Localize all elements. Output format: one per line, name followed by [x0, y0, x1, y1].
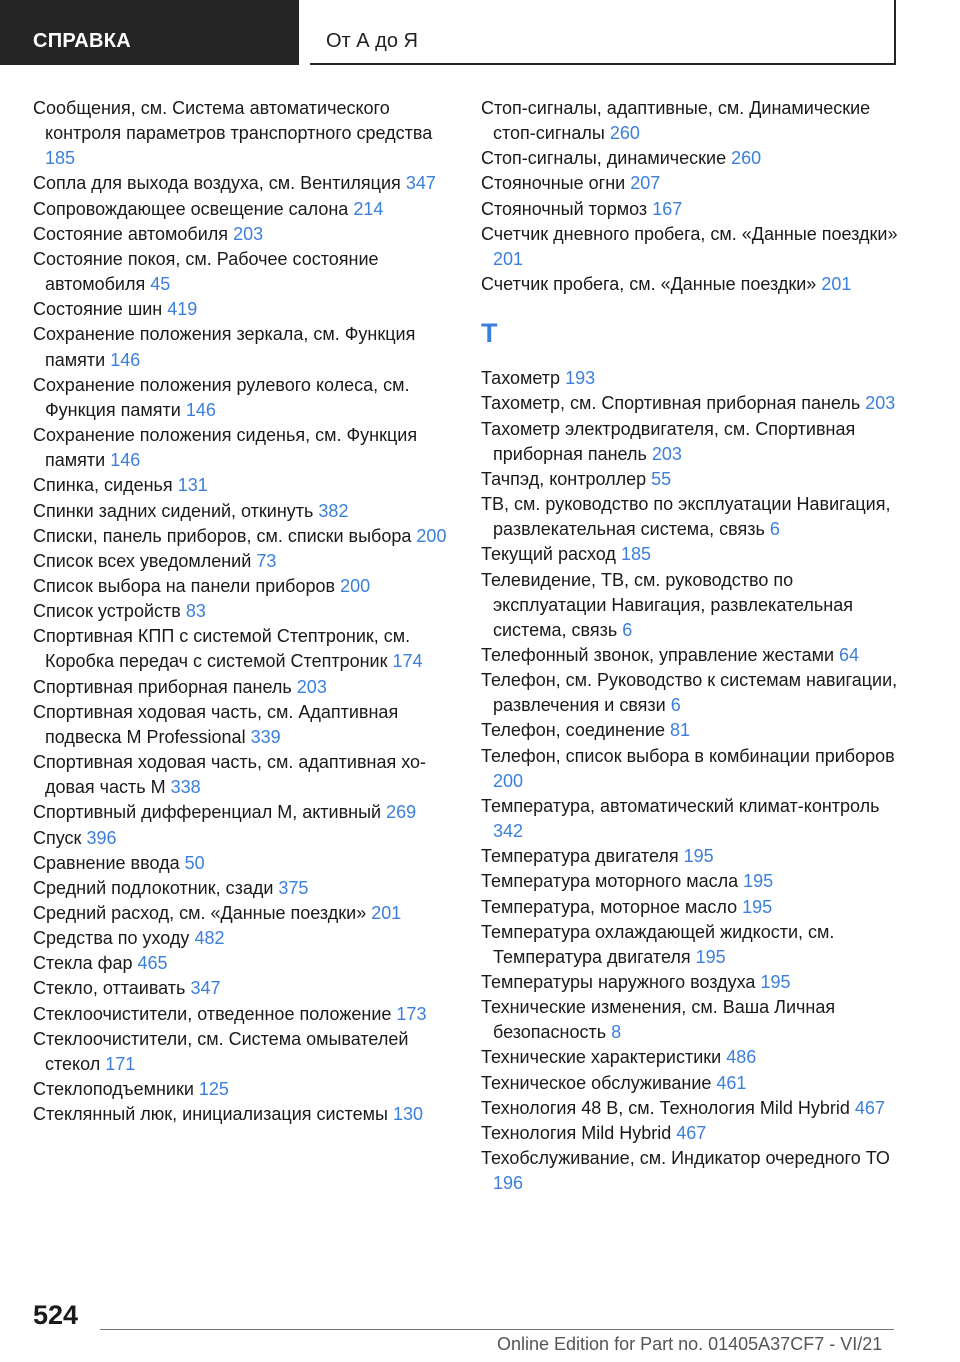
- index-entry-text: Спортивная ходовая часть, см. Адаптивная подвеска M Professional: [33, 701, 399, 747]
- page-header: [0, 0, 960, 65]
- index-entry: [33, 951, 463, 976]
- section-tab[interactable]: [0, 0, 299, 65]
- page-link[interactable]: 146: [185, 399, 216, 420]
- page-link[interactable]: 195: [743, 871, 774, 892]
- index-entry-text: Сравнение ввода: [33, 852, 180, 873]
- page-number: 524: [33, 1300, 79, 1330]
- index-entry-text: Стеклоочистители, отведенное положение: [33, 1003, 392, 1024]
- index-entry: [481, 668, 901, 718]
- index-entry: [481, 96, 901, 146]
- page-link[interactable]: 375: [278, 877, 309, 898]
- index-entry: [33, 800, 463, 825]
- index-entry: [33, 96, 463, 171]
- index-entry: [481, 222, 901, 272]
- index-entry: [481, 1121, 901, 1146]
- page-link[interactable]: 146: [110, 349, 141, 370]
- index-entry: [33, 624, 463, 674]
- section-tab-label: СПРАВКА: [33, 30, 132, 52]
- index-entry-text: Стеклоочистители, см. Система омывателей стекол: [33, 1028, 409, 1074]
- index-entry-text: Стояночный тормоз: [481, 198, 648, 219]
- page-link[interactable]: 201: [821, 274, 852, 295]
- page-link[interactable]: 396: [86, 827, 117, 848]
- index-entry-text: Состояние шин: [33, 299, 163, 320]
- index-entry-text: Сообщения, см. Система автоматического контроля параметров транспортного средства: [33, 98, 433, 144]
- index-entry-text: Температура, моторное масло: [481, 896, 738, 917]
- page-link[interactable]: 45: [150, 274, 171, 295]
- index-entry: [481, 844, 901, 869]
- page-link[interactable]: 195: [760, 972, 791, 992]
- index-entry: [33, 549, 463, 574]
- page-link[interactable]: 486: [726, 1047, 757, 1068]
- index-entry-text: Список выбора на панели приборов: [33, 575, 336, 596]
- page-link[interactable]: 195: [695, 946, 726, 967]
- index-entry: [33, 599, 463, 624]
- index-entry-text: Сопла для выхода воздуха, см. Вентиляция: [33, 173, 401, 194]
- index-entry: [33, 197, 463, 222]
- index-entry: [33, 1027, 463, 1077]
- index-entry-text: Спортивная КПП с системой Стептроник, см. Коробка передач с системой Стептроник: [33, 626, 411, 672]
- page-link[interactable]: 339: [250, 726, 281, 747]
- index-entry-text: Стекла фар: [33, 953, 133, 974]
- index-entry-text: Технические характеристики: [481, 1047, 722, 1068]
- index-entry: [33, 901, 463, 926]
- index-entry-text: Температура моторного масла: [481, 871, 739, 892]
- index-entry: [481, 146, 901, 171]
- page-link[interactable]: 207: [630, 173, 661, 194]
- index-entry: [481, 366, 901, 391]
- index-entry: [33, 926, 463, 951]
- index-entry: [481, 568, 901, 643]
- index-entry: [481, 920, 901, 970]
- page-link[interactable]: 185: [45, 148, 76, 169]
- index-entry-text: Спортивная ходовая часть, см. адаптивная ходовая часть M: [33, 752, 427, 798]
- page-link[interactable]: 342: [493, 821, 524, 842]
- index-entry: [481, 794, 901, 844]
- page-link[interactable]: 73: [256, 550, 277, 571]
- index-entry-text: Температура охлаждающей жидкости, см. Температура двигателя: [481, 921, 835, 967]
- index-entry: [481, 643, 901, 668]
- index-entry: [481, 171, 901, 196]
- edition-note: Online Edition for Part no. 01405A37CF7 - VI/21: [497, 1334, 883, 1354]
- index-entry: [481, 467, 901, 492]
- index-entry: [33, 826, 463, 851]
- index-entry-text: Телефон, см. Руководство к системам навигации, развлечения и связи: [481, 670, 898, 716]
- index-entry: [481, 542, 901, 567]
- index-entry-text: Спортивная приборная панель: [33, 676, 292, 697]
- index-entry-text: Телефонный звонок, управление жестами: [481, 644, 835, 665]
- index-entry: [33, 574, 463, 599]
- index-entry-text: Спинка, сиденья: [33, 475, 173, 496]
- page-link[interactable]: 146: [110, 450, 141, 471]
- index-entry: [33, 473, 463, 498]
- index-group-s-continued: [481, 96, 901, 297]
- index-entry: [481, 718, 901, 743]
- index-entry-text: Тачпэд, контроллер: [481, 468, 647, 489]
- index-entry: [481, 492, 901, 542]
- index-entry-text: Стояночные огни: [481, 173, 626, 194]
- index-entry-text: Телефон, список выбора в комбинации приборов: [481, 745, 895, 766]
- index-entry-text: Стеклянный люк, инициализация системы: [33, 1104, 388, 1125]
- index-entry-text: Средства по уходу: [33, 928, 190, 949]
- page-link[interactable]: 200: [340, 575, 371, 596]
- index-column-left: [33, 96, 463, 1127]
- index-entry-text: Телефон, соединение: [481, 720, 666, 741]
- page-link[interactable]: 260: [731, 148, 762, 169]
- index-entry-text: ТВ, см. руководство по эксплуатации Навигация, развлекательная система, связь: [481, 494, 891, 540]
- index-entry-text: Технология 48 В, см. Технология Mild Hybrid: [481, 1097, 850, 1118]
- index-entry: [481, 1045, 901, 1070]
- index-entry: [33, 499, 463, 524]
- index-entry: [33, 1077, 463, 1102]
- index-entry-text: Стеклоподъемники: [33, 1079, 194, 1100]
- index-entry-text: Телевидение, ТВ, см. руководство по эксплуатации Навигация, развлекательная система, связь: [481, 569, 853, 640]
- index-entry-text: Стекло, оттаивать: [33, 978, 186, 999]
- page-link[interactable]: 203: [296, 676, 327, 697]
- index-entry: [481, 1146, 901, 1196]
- index-entry-text: Счетчик пробега, см. «Данные поездки»: [481, 274, 817, 295]
- page-link[interactable]: 201: [493, 248, 524, 269]
- index-entry-text: Сохранение положения рулевого колеса, см. Функция памяти: [33, 374, 410, 420]
- page-link[interactable]: 201: [371, 903, 402, 923]
- page-link[interactable]: 203: [865, 393, 896, 414]
- page-link[interactable]: 200: [416, 525, 447, 546]
- index-entry: [33, 423, 463, 473]
- page-link[interactable]: 195: [742, 896, 773, 917]
- page-link[interactable]: 203: [651, 443, 682, 464]
- index-entry-text: Техобслуживание, см. Индикатор очередного ТО: [481, 1148, 890, 1169]
- index-entry: [481, 1096, 901, 1121]
- page-link[interactable]: 195: [683, 846, 714, 867]
- page-link[interactable]: 171: [105, 1053, 136, 1074]
- index-entry-text: Списки, панель приборов, см. списки выбора: [33, 525, 412, 546]
- index-entry: [33, 171, 463, 196]
- page-link[interactable]: 8: [611, 1022, 622, 1043]
- page-link[interactable]: 347: [405, 173, 436, 194]
- index-entry-text: Список всех уведомлений: [33, 550, 252, 571]
- index-entry: [33, 700, 463, 750]
- index-entry: [33, 1002, 463, 1027]
- index-entry: [481, 744, 901, 794]
- page-link[interactable]: 467: [676, 1122, 707, 1143]
- index-entry: [33, 1102, 463, 1127]
- index-entry-text: Спуск: [33, 827, 82, 848]
- page-link[interactable]: 461: [716, 1072, 747, 1093]
- index-entry-text: Стоп-сигналы, динамические: [481, 148, 727, 169]
- index-entry: [33, 297, 463, 322]
- index-entry-text: Температура, автоматический климат-контроль: [481, 795, 880, 816]
- index-column-right: [481, 96, 901, 1196]
- index-entry-text: Текущий расход: [481, 544, 616, 565]
- page-link[interactable]: 482: [194, 928, 225, 949]
- index-entry-text: Технические изменения, см. Ваша Личная безопасность: [481, 997, 836, 1043]
- page-link[interactable]: 81: [670, 720, 691, 741]
- index-entry: [33, 373, 463, 423]
- chapter-tab-label: От А до Я: [326, 30, 418, 52]
- page-link[interactable]: 419: [167, 299, 198, 320]
- index-entry-text: Счетчик дневного пробега, см. «Данные поездки»: [481, 223, 898, 244]
- page-link[interactable]: 173: [396, 1003, 427, 1024]
- index-entry: [481, 272, 901, 297]
- index-entry: [33, 976, 463, 1001]
- page-link[interactable]: 6: [769, 519, 780, 540]
- index-entry-text: Технология Mild Hybrid: [481, 1122, 672, 1143]
- index-entry-text: Состояние покоя, см. Рабочее состояние автомобиля: [33, 248, 379, 295]
- page-link[interactable]: 50: [184, 852, 205, 873]
- index-entry: [481, 869, 901, 894]
- page-link[interactable]: 260: [609, 123, 640, 144]
- index-entry-text: Техническое обслуживание: [481, 1072, 712, 1093]
- index-entry-text: Список устройств: [33, 601, 181, 622]
- footer-divider: [100, 1329, 894, 1330]
- page-link[interactable]: 269: [386, 802, 417, 823]
- page-link[interactable]: 338: [170, 777, 201, 798]
- page-link[interactable]: 174: [392, 651, 423, 672]
- index-entry: [481, 1071, 901, 1096]
- index-entry: [33, 247, 463, 297]
- index-entry: [481, 995, 901, 1045]
- index-entry-text: Спортивный дифференциал M, активный: [33, 802, 382, 823]
- page-link[interactable]: 200: [493, 770, 524, 791]
- page-link[interactable]: 196: [493, 1173, 524, 1194]
- index-entry-text: Температуры наружного воздуха: [481, 972, 756, 992]
- page-link[interactable]: 465: [137, 953, 168, 974]
- chapter-tab[interactable]: [310, 0, 896, 65]
- index-entry-text: Температура двигателя: [481, 846, 679, 867]
- page-link[interactable]: 130: [392, 1104, 423, 1125]
- page-link[interactable]: 6: [670, 695, 681, 716]
- index-entry: [481, 417, 901, 467]
- index-entry: [481, 197, 901, 222]
- index-entry: [33, 675, 463, 700]
- index-entry: [481, 970, 901, 995]
- index-entry: [33, 851, 463, 876]
- page-link[interactable]: 214: [353, 198, 384, 219]
- index-entry-text: Тахометр, см. Спортивная приборная панель: [481, 393, 861, 414]
- index-entry: [33, 876, 463, 901]
- page-link[interactable]: 125: [198, 1079, 229, 1100]
- page-link[interactable]: 193: [565, 368, 596, 389]
- index-group-t: [481, 366, 901, 1196]
- page-link[interactable]: 382: [318, 500, 349, 521]
- page-link[interactable]: 167: [652, 198, 683, 219]
- index-entry: [33, 750, 463, 800]
- index-entry-text: Состояние автомобиля: [33, 223, 229, 244]
- index-entry-text: Стоп-сигналы, адаптивные, см. Динамические стоп-сигналы: [481, 98, 871, 144]
- index-entry-text: Тахометр электродвигателя, см. Спортивная приборная панель: [481, 418, 856, 464]
- page-link[interactable]: 203: [233, 223, 264, 244]
- index-entry-text: Сохранение положения сиденья, см. Функция памяти: [33, 425, 418, 471]
- page-link[interactable]: 64: [839, 644, 860, 665]
- index-entry: [33, 524, 463, 549]
- index-entry: [33, 322, 463, 372]
- index-entry-text: Спинки задних сидений, откинуть: [33, 500, 314, 521]
- index-entry-text: Средний расход, см. «Данные поездки»: [33, 903, 367, 923]
- index-entry-text: Средний подлокотник, сзади: [33, 877, 274, 898]
- index-letter-heading: T: [481, 318, 498, 349]
- index-entry: [481, 895, 901, 920]
- index-entry-text: Сопровождающее освещение салона: [33, 198, 349, 219]
- index-entry-text: Тахометр: [481, 368, 561, 389]
- index-entry-text: Сохранение положения зеркала, см. Функция памяти: [33, 324, 416, 370]
- page-link[interactable]: 83: [185, 601, 206, 622]
- page-link[interactable]: 55: [651, 468, 672, 489]
- page-link[interactable]: 467: [854, 1097, 885, 1118]
- index-entry: [481, 391, 901, 416]
- page-link[interactable]: 185: [620, 544, 651, 565]
- page-link[interactable]: 6: [622, 619, 633, 640]
- index-entry: [33, 222, 463, 247]
- page-link[interactable]: 131: [177, 475, 208, 496]
- page-link[interactable]: 347: [190, 978, 221, 999]
